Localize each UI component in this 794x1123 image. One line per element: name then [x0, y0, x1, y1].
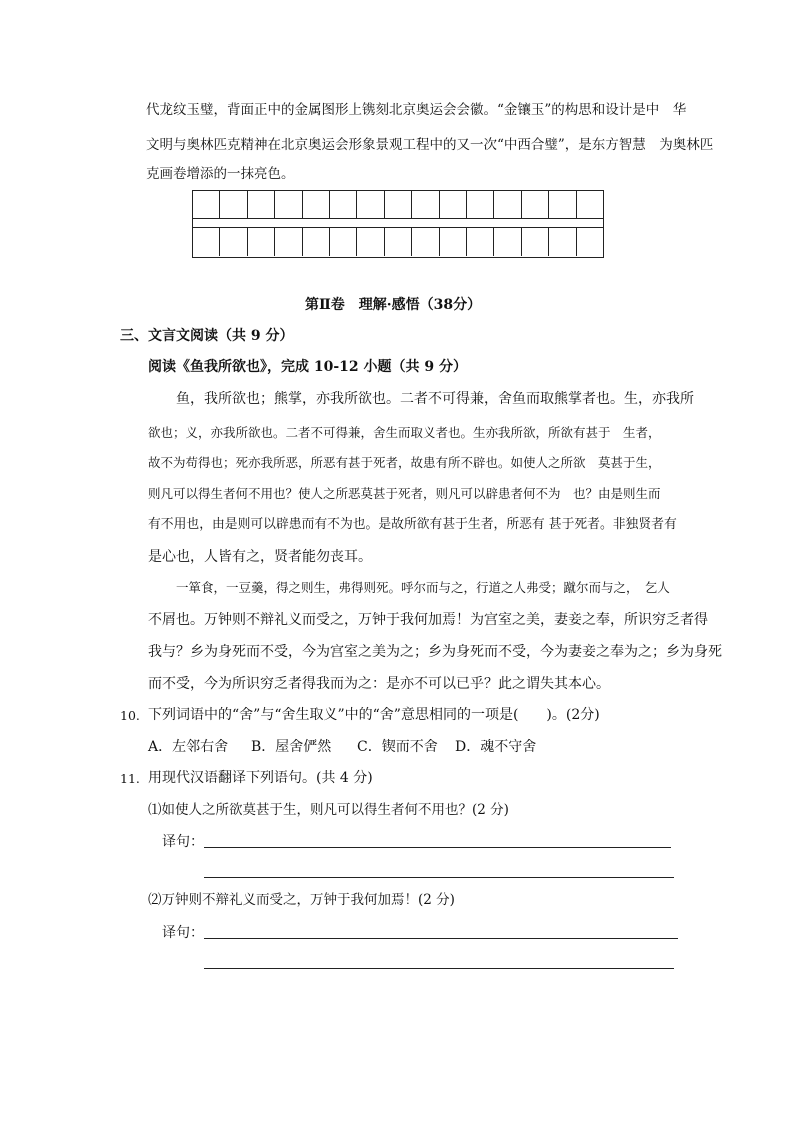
grid-cell[interactable]: [522, 228, 549, 256]
answer-grid: [192, 190, 604, 258]
translation-line[interactable]: [204, 847, 671, 848]
grid-cell[interactable]: [494, 228, 521, 256]
grid-cell[interactable]: [440, 228, 467, 256]
question-11-sub-2: ⑵万钟则不辩礼义而受之，万钟于我何加焉！(2 分): [148, 892, 455, 908]
grid-cell[interactable]: [412, 228, 439, 256]
section-3-heading: 三、文言文阅读（共 9 分）: [120, 328, 294, 344]
translation-line[interactable]: [204, 968, 674, 969]
translation-line[interactable]: [204, 877, 674, 878]
q10-option-a[interactable]: A．左邻右舍: [148, 739, 229, 755]
answer-grid-row-2: [193, 227, 603, 256]
grid-cell[interactable]: [275, 191, 302, 218]
grid-cell[interactable]: [577, 191, 603, 218]
grid-cell[interactable]: [467, 191, 494, 218]
passage-line-3: 故不为苟得也；死亦我所恶，所恶有甚于死者，故患有所不辟也。如使人之所欲 莫甚于生，: [148, 455, 661, 470]
grid-cell[interactable]: [467, 228, 494, 256]
passage-line-9: 我与？乡为身死而不受，今为宫室之美为之；乡为身死而不受，今为妻妾之奉为之；乡为身死: [148, 644, 722, 660]
passage-line-10: 而不受，今为所识穷乏者得我而为之：是亦不可以已乎？此之谓失其本心。: [148, 676, 610, 692]
grid-cell[interactable]: [357, 191, 384, 218]
grid-cell[interactable]: [549, 191, 576, 218]
grid-cell[interactable]: [193, 191, 220, 218]
grid-cell[interactable]: [330, 191, 357, 218]
translate-label-1: 译句：: [162, 834, 204, 850]
grid-cell[interactable]: [330, 228, 357, 256]
grid-cell[interactable]: [494, 191, 521, 218]
grid-cell[interactable]: [248, 228, 275, 256]
grid-cell[interactable]: [549, 228, 576, 256]
answer-grid-row-1: [193, 191, 603, 219]
grid-cell[interactable]: [303, 191, 330, 218]
passage-line-7: 一箪食，一豆羹，得之则生，弗得则死。呼尔而与之，行道之人弗受；蹴尔而与之， 乞人: [176, 580, 670, 595]
intro-line-1: 代龙纹玉璧，背面正中的金属图形上镌刻北京奥运会会徽。“金镶玉”的构思和设计是中 华: [146, 102, 687, 118]
passage-line-8: 不屑也。万钟则不辩礼义而受之，万钟于我何加焉！为宫室之美，妻妾之奉，所识穷乏者得: [148, 612, 708, 628]
passage-line-2: 欲也；义，亦我所欲也。二者不可得兼，舍生而取义者也。生亦我所欲，所欲有甚于 生者，: [148, 425, 661, 440]
grid-cell[interactable]: [385, 228, 412, 256]
grid-cell[interactable]: [522, 191, 549, 218]
question-11-sub-1: ⑴如使人之所欲莫甚于生，则凡可以得生者何不用也？(2 分): [148, 802, 509, 818]
passage-line-1: 鱼，我所欲也；熊掌，亦我所欲也。二者不可得兼，舍鱼而取熊掌者也。生，亦我所: [176, 391, 694, 407]
grid-cell[interactable]: [193, 228, 220, 256]
question-11-number: 11.: [120, 771, 140, 786]
q10-option-b[interactable]: B．屋舍俨然: [251, 739, 332, 755]
grid-cell[interactable]: [577, 228, 603, 256]
question-10-stem: 下列词语中的“舍”与“舍生取义”中的“舍”意思相同的一项是( )。(2分): [148, 707, 600, 723]
grid-cell[interactable]: [440, 191, 467, 218]
passage-line-4: 则凡可以得生者何不用也？使人之所恶莫甚于死者，则凡可以辟患者何不为 也？由是则生而: [148, 486, 661, 501]
grid-cell[interactable]: [303, 228, 330, 256]
part-2-title: 第Ⅱ卷 理解·感悟（38分）: [305, 297, 482, 313]
grid-cell[interactable]: [385, 191, 412, 218]
q10-option-d[interactable]: D．魂不守舍: [455, 739, 537, 755]
grid-cell[interactable]: [220, 191, 247, 218]
grid-cell[interactable]: [248, 191, 275, 218]
grid-cell[interactable]: [275, 228, 302, 256]
question-11-stem: 用现代汉语翻译下列语句。(共 4 分): [148, 770, 373, 786]
grid-cell[interactable]: [220, 228, 247, 256]
question-10-number: 10.: [120, 708, 140, 723]
grid-cell[interactable]: [412, 191, 439, 218]
q10-option-c[interactable]: C．锲而不舍: [357, 739, 438, 755]
translation-line[interactable]: [204, 938, 678, 939]
passage-line-6: 是心也，人皆有之，贤者能勿丧耳。: [148, 549, 372, 565]
intro-line-3: 克画卷增添的一抹亮色。: [146, 166, 295, 182]
grid-cell[interactable]: [357, 228, 384, 256]
intro-line-2: 文明与奥林匹克精神在北京奥运会形象景观工程中的又一次“中西合璧”，是东方智慧 为奥林匹: [146, 137, 714, 153]
translate-label-2: 译句：: [162, 925, 204, 941]
reading-prompt: 阅读《鱼我所欲也》，完成 10-12 小题（共 9 分）: [148, 359, 468, 375]
passage-line-5: 有不用也，由是则可以辟患而有不为也。是故所欲有甚于生者，所恶有 甚于死者。非独贤者有: [148, 517, 677, 532]
